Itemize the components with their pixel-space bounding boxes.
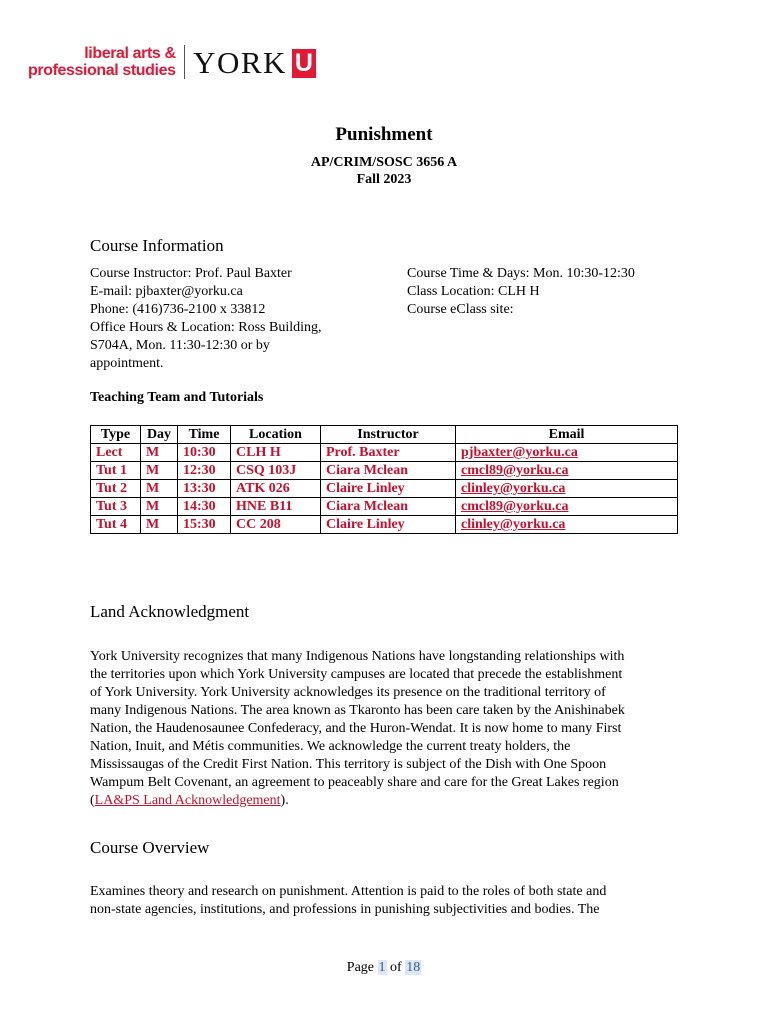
class-location-line: Class Location: CLH H <box>407 284 540 299</box>
col-day: Day <box>141 426 178 444</box>
eclass-line: Course eClass site: <box>407 302 514 317</box>
cell-location: CLH H <box>231 444 321 462</box>
table-header-row <box>91 426 678 444</box>
logo-text <box>28 45 176 79</box>
table-row <box>91 462 678 480</box>
table-row <box>91 480 678 498</box>
cell-time: 14:30 <box>178 498 231 516</box>
paren-open: ( <box>90 793 95 808</box>
cell-instructor: Claire Linley <box>321 516 456 534</box>
paragraph-line: Wampum Belt Covenant, an agreement to peaceably share and care for the Great Lakes region <box>90 775 619 790</box>
cell-type: Tut 4 <box>91 516 141 534</box>
email-link[interactable]: clinley@yorku.ca <box>461 517 566 532</box>
course-info-left <box>90 265 360 373</box>
table-row <box>91 498 678 516</box>
logo-line-2: professional studies <box>28 62 176 79</box>
cell-location: CC 208 <box>231 516 321 534</box>
cell-day: M <box>141 498 178 516</box>
cell-day: M <box>141 444 178 462</box>
page-label: Page <box>346 960 375 975</box>
of-label: of <box>390 960 402 975</box>
cell-instructor: Claire Linley <box>321 480 456 498</box>
cell-instructor: Prof. Baxter <box>321 444 456 462</box>
teaching-team-heading: Teaching Team and Tutorials <box>90 390 264 405</box>
office-hours-line-1: Office Hours & Location: Ross Building, <box>90 320 322 335</box>
land-ack-heading: Land Acknowledgment <box>90 602 250 621</box>
course-info-right <box>407 265 707 319</box>
cell-time: 12:30 <box>178 462 231 480</box>
cell-email <box>456 498 678 516</box>
col-time: Time <box>178 426 231 444</box>
email-link[interactable]: pjbaxter@yorku.ca <box>461 445 578 460</box>
col-email: Email <box>456 426 678 444</box>
teaching-team-table <box>90 425 678 534</box>
cell-email <box>456 516 678 534</box>
cell-time: 15:30 <box>178 516 231 534</box>
col-type: Type <box>91 426 141 444</box>
cell-location: ATK 026 <box>231 480 321 498</box>
cell-type: Tut 2 <box>91 480 141 498</box>
cell-email <box>456 462 678 480</box>
instructor-line: Course Instructor: Prof. Paul Baxter <box>90 266 292 281</box>
paren-close: ). <box>280 793 289 808</box>
paragraph-line: non-state agencies, institutions, and professions in punishing subjectivities and bodies. The <box>90 902 600 917</box>
col-location: Location <box>231 426 321 444</box>
paragraph-line: York University recognizes that many Indigenous Nations have longstanding relationships with <box>90 649 625 664</box>
email-link[interactable]: cmcl89@yorku.ca <box>461 463 569 478</box>
total-pages: 18 <box>406 960 421 975</box>
paragraph-line <box>90 792 680 810</box>
paragraph-line: Nation, Inuit, and Métis communities. We acknowledge the current treaty holders, the <box>90 739 571 754</box>
term: Fall 2023 <box>356 172 412 187</box>
cell-type: Lect <box>91 444 141 462</box>
cell-day: M <box>141 480 178 498</box>
logo <box>28 42 316 82</box>
paragraph-line: Nation, the Haudenosaunee Confederacy, and the Huron-Wendat. It is now home to many First <box>90 721 622 736</box>
current-page: 1 <box>378 960 386 975</box>
office-hours-line-3: appointment. <box>90 356 164 371</box>
email-link[interactable]: cmcl89@yorku.ca <box>461 499 569 514</box>
course-overview-paragraph <box>90 883 680 919</box>
logo-york: YORK <box>193 45 287 80</box>
paragraph-line: the territories upon which York University campuses are located that precede the establishment <box>90 667 623 682</box>
cell-time: 13:30 <box>178 480 231 498</box>
cell-instructor: Ciara Mclean <box>321 462 456 480</box>
office-hours-line-2: S704A, Mon. 11:30-12:30 or by <box>90 338 270 353</box>
land-ack-link[interactable]: LA&PS Land Acknowledgement <box>94 793 281 808</box>
cell-time: 10:30 <box>178 444 231 462</box>
paragraph-line: many Indigenous Nations. The area known as Tkaronto has been care taken by the Anishinabek <box>90 703 625 718</box>
cell-email <box>456 444 678 462</box>
logo-divider <box>184 45 186 79</box>
email-line: E-mail: pjbaxter@yorku.ca <box>90 284 243 299</box>
course-overview-heading: Course Overview <box>90 838 210 857</box>
cell-day: M <box>141 516 178 534</box>
cell-type: Tut 3 <box>91 498 141 516</box>
page-footer <box>0 960 768 976</box>
land-ack-paragraph <box>90 648 680 810</box>
col-instructor: Instructor <box>321 426 456 444</box>
paragraph-line: of York University. York University acknowledges its presence on the traditional territory of <box>90 685 606 700</box>
course-code: AP/CRIM/SOSC 3656 A <box>310 155 458 170</box>
table-row <box>91 516 678 534</box>
cell-email <box>456 480 678 498</box>
paragraph-line: Mississaugas of the Credit First Nation. This territory is subject of the Dish with One Spoon <box>90 757 607 772</box>
phone-line: Phone: (416)736-2100 x 33812 <box>90 302 266 317</box>
course-time-line: Course Time & Days: Mon. 10:30-12:30 <box>407 266 635 281</box>
cell-location: HNE B11 <box>231 498 321 516</box>
cell-instructor: Ciara Mclean <box>321 498 456 516</box>
cell-type: Tut 1 <box>91 462 141 480</box>
logo-line-1: liberal arts & <box>84 45 176 62</box>
cell-day: M <box>141 462 178 480</box>
logo-u-icon: U <box>292 49 316 78</box>
paragraph-line: Examines theory and research on punishment. Attention is paid to the roles of both state and <box>90 884 607 899</box>
course-info-heading: Course Information <box>90 236 224 255</box>
email-link[interactable]: clinley@yorku.ca <box>461 481 566 496</box>
cell-location: CSQ 103J <box>231 462 321 480</box>
page-title: Punishment <box>335 124 433 145</box>
table-row <box>91 444 678 462</box>
